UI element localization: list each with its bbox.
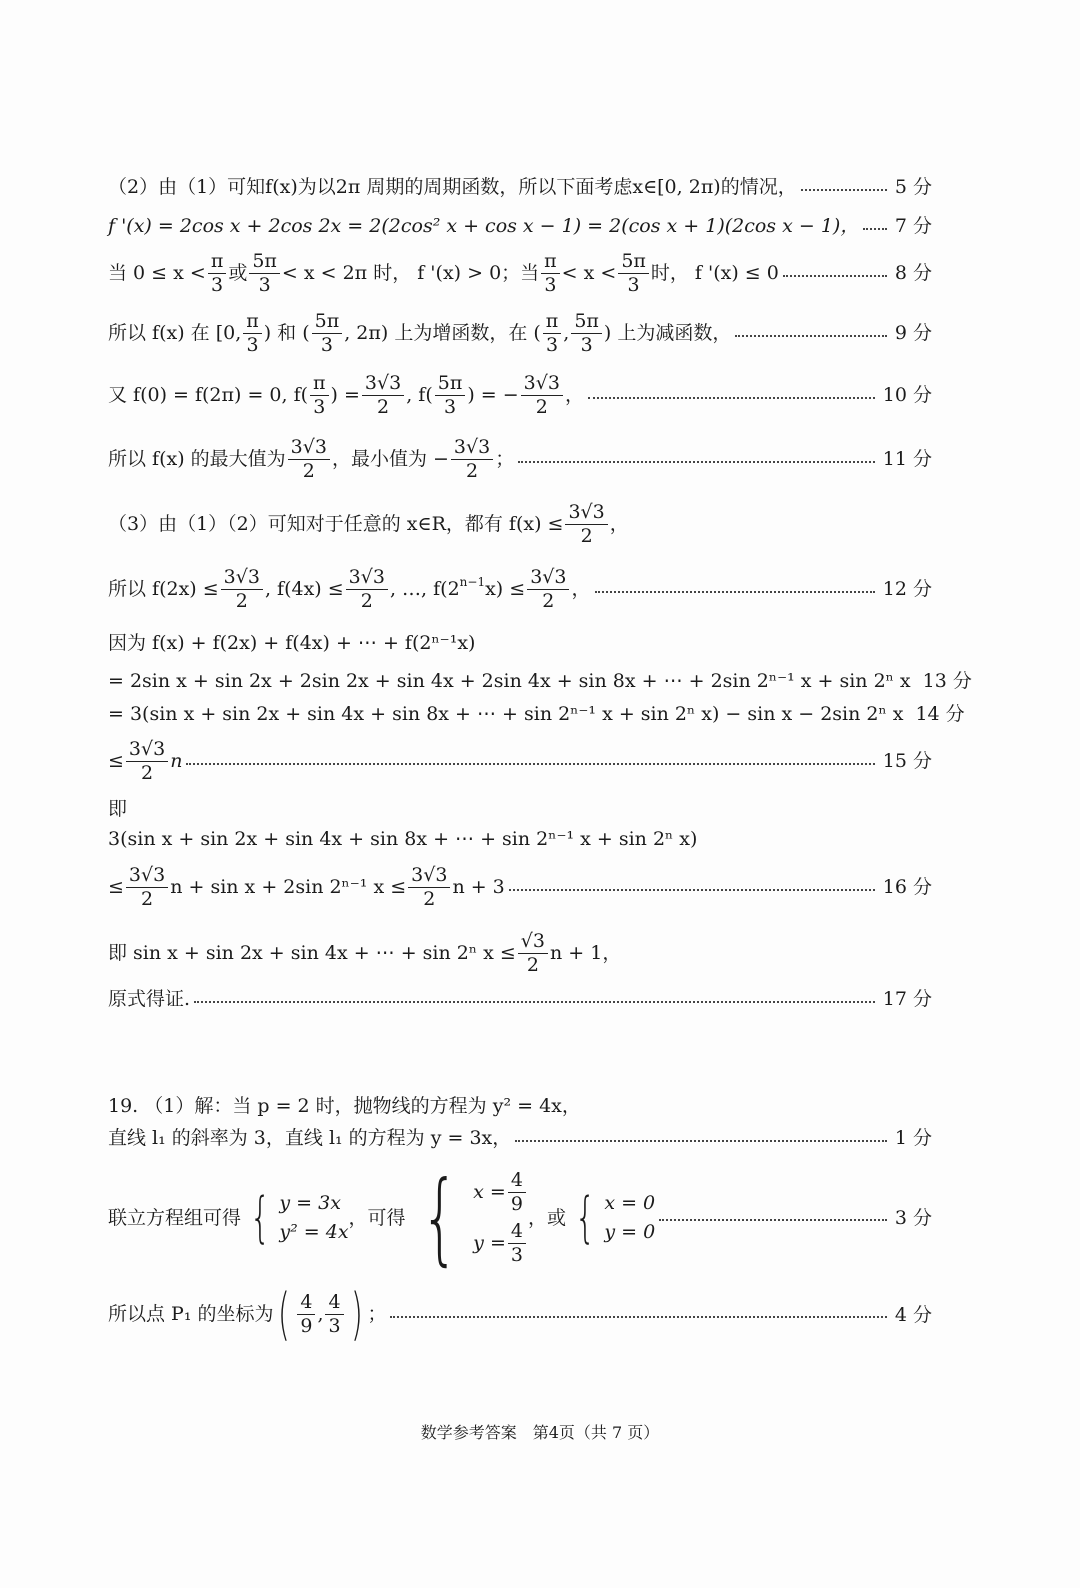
dot-leader (863, 228, 887, 230)
text-segment: ) 上为减函数， (603, 322, 732, 344)
solution-system (604, 1194, 655, 1242)
dot-leader (588, 397, 875, 399)
equation: y = 0 (604, 1221, 656, 1243)
left-paren-icon: ( (278, 1281, 291, 1347)
text-segment: 时， f '(x) ≤ 0 (650, 262, 779, 284)
fraction: $\frac{3√3}{2}$ (362, 374, 404, 417)
page-footer: 数学参考答案 第4页（共 7 页） (420, 1423, 660, 1442)
text-segment: 所以 f(2x) ≤ (108, 578, 219, 600)
text-segment: 所以点 P₁ 的坐标为 (108, 1303, 274, 1326)
score-mark: 7 分 (894, 215, 932, 237)
text-segment: < x < 2π 时， f '(x) > 0；当 (281, 262, 540, 284)
text-segment: ≤ (108, 750, 124, 772)
dot-leader (194, 1001, 875, 1003)
text-segment: , …, f(2 (389, 578, 460, 600)
fraction: $\frac{3√3}{2}$ (451, 438, 493, 481)
text-segment: ，可得 (348, 1206, 406, 1229)
fraction: $\frac{4}{9}$ (508, 1171, 526, 1214)
left-brace-icon: { (574, 1186, 596, 1250)
solution-line-monotonic-intervals (108, 252, 932, 295)
solution-system (473, 1171, 528, 1265)
score-mark: 8 分 (894, 262, 932, 284)
fraction: $\frac{\pi}{3}$ (208, 252, 227, 295)
text-segment: ≤ (108, 876, 124, 898)
text-segment: 又 f(0) = f(2π) = 0, f( (108, 384, 309, 406)
solution-line-conclusion (108, 932, 932, 975)
solution-line-final-bound (108, 866, 932, 909)
score-mark: 15 分 (882, 750, 932, 772)
line-text: 19. （1）解：当 p = 2 时，抛物线的方程为 y² = 4x， (108, 1095, 581, 1117)
text-segment: ； (367, 1303, 387, 1326)
equation: y² = 4x (279, 1221, 349, 1243)
dot-leader (515, 1140, 887, 1142)
text-segment: ； (495, 448, 515, 470)
solution-line-proved (108, 990, 932, 1009)
fraction: $\frac{4}{3}$ (325, 1293, 343, 1336)
dot-leader (186, 763, 874, 765)
fraction: $\frac{3√3}{2}$ (408, 866, 450, 909)
fraction: $\frac{3√3}{2}$ (527, 568, 569, 611)
solution-line-function-values (108, 374, 932, 417)
text-segment: ) = − (467, 384, 519, 406)
fraction: $\frac{4}{3}$ (508, 1222, 526, 1265)
dot-leader (390, 1316, 886, 1318)
solution-line-bounds (108, 568, 932, 611)
equation: x = 0 (604, 1192, 656, 1214)
dot-leader (783, 275, 887, 277)
line-text: = 3(sin x + sin 2x + sin 4x + sin 8x + ⋯ + sin 2ⁿ⁻¹ x + sin 2ⁿ x) − sin x − 2sin 2ⁿ x (108, 703, 904, 725)
score-mark: 4 分 (894, 1303, 932, 1326)
score-mark: 13 分 (922, 670, 972, 692)
text-segment: （3）由（1）（2）可知对于任意的 x∈R，都有 f(x) ≤ (108, 513, 564, 535)
text-segment: 所以 f(x) 在 [0, (108, 322, 242, 344)
fraction: $\frac{\pi}{3}$ (310, 374, 329, 417)
fraction: $\frac{5\pi}{3}$ (435, 374, 466, 417)
fraction: $\frac{5\pi}{3}$ (249, 252, 280, 295)
solution-line-expansion (108, 670, 972, 692)
right-paren-icon: ) (350, 1281, 363, 1347)
text-segment: ，最小值为 − (331, 448, 449, 470)
text-segment: ， (609, 513, 629, 535)
text-segment: , (317, 1303, 324, 1326)
fraction: $\frac{3√3}{2}$ (126, 740, 168, 783)
text-segment: n (170, 750, 183, 772)
solution-line-derivative (108, 217, 932, 236)
problem19-line-point (108, 1281, 932, 1347)
score-mark: 12 分 (882, 578, 932, 600)
dot-leader (595, 591, 875, 593)
exponent: n−1 (459, 574, 486, 589)
problem19-line-parabola (108, 1097, 932, 1116)
solution-line-part3-start (108, 503, 932, 546)
fraction: $\frac{3√3}{2}$ (288, 438, 330, 481)
solution-line-sum (108, 634, 932, 653)
line-text: 3(sin x + sin 2x + sin 4x + sin 8x + ⋯ + sin 2ⁿ⁻¹ x + sin 2ⁿ x) (108, 828, 698, 850)
text-segment: x) ≤ (485, 578, 526, 600)
fraction: $\frac{\pi}{3}$ (543, 312, 562, 355)
dot-leader (735, 335, 887, 337)
text-segment: 联立方程组可得 (108, 1206, 242, 1229)
dot-leader (659, 1219, 887, 1221)
solution-line-namely (108, 800, 932, 819)
score-mark: 16 分 (882, 876, 932, 898)
text-segment: ， (564, 384, 584, 406)
fraction: $\frac{3√3}{2}$ (221, 568, 263, 611)
equation-system (279, 1194, 348, 1242)
solution-line-triple-sum (108, 830, 932, 849)
line-text: 原式得证. (108, 988, 191, 1010)
text-segment: < x < (561, 262, 617, 284)
score-mark: 11 分 (882, 448, 932, 470)
solution-line-increasing-decreasing (108, 312, 932, 355)
score-mark: 10 分 (882, 384, 932, 406)
left-brace-icon: { (249, 1186, 271, 1250)
line-text: 因为 f(x) + f(2x) + f(4x) + ⋯ + f(2ⁿ⁻¹x) (108, 632, 476, 654)
fraction: $\frac{√3}{2}$ (518, 932, 548, 975)
equation: x = $\frac{4}{9}$ (473, 1171, 528, 1214)
dot-leader (801, 189, 887, 191)
equation: y = 3x (279, 1192, 341, 1214)
line-text: 直线 l₁ 的斜率为 3，直线 l₁ 的方程为 y = 3x， (108, 1127, 512, 1149)
text-segment: n + 1， (550, 942, 622, 964)
text-segment: ，或 (527, 1206, 566, 1229)
left-brace-icon: { (420, 1159, 459, 1276)
problem19-line-slope (108, 1129, 932, 1148)
text-segment: ) = (330, 384, 360, 406)
equation: y = $\frac{4}{3}$ (473, 1222, 528, 1265)
fraction: $\frac{\pi}{3}$ (541, 252, 560, 295)
fraction: $\frac{4}{9}$ (297, 1293, 315, 1336)
text-segment: , 2π) 上为增函数，在 ( (344, 322, 541, 344)
text-segment: 当 0 ≤ x < (108, 262, 206, 284)
score-mark: 5 分 (894, 176, 932, 198)
solution-line-regroup (108, 703, 965, 725)
text-segment: , (563, 322, 570, 344)
text-segment: n + sin x + 2sin 2ⁿ⁻¹ x ≤ (170, 876, 407, 898)
solution-line-period (108, 178, 932, 197)
solution-line-max-min (108, 438, 932, 481)
text-segment: 即 sin x + sin 2x + sin 4x + ⋯ + sin 2ⁿ x ≤ (108, 942, 516, 964)
text-segment: n + 3 (452, 876, 505, 898)
text-segment: , f(4x) ≤ (264, 578, 344, 600)
fraction: $\frac{5\pi}{3}$ (618, 252, 649, 295)
problem19-line-system (108, 1159, 932, 1276)
score-mark: 14 分 (915, 703, 965, 725)
fraction: $\frac{3√3}{2}$ (521, 374, 563, 417)
fraction: $\frac{3√3}{2}$ (126, 866, 168, 909)
fraction: $\frac{5\pi}{3}$ (312, 312, 343, 355)
score-mark: 9 分 (894, 322, 932, 344)
fraction: $\frac{3√3}{2}$ (565, 503, 607, 546)
solution-line-inequality (108, 740, 932, 783)
fraction: $\frac{5\pi}{3}$ (571, 312, 602, 355)
fraction: $\frac{3√3}{2}$ (346, 568, 388, 611)
text-segment: ) 和 ( (263, 322, 310, 344)
text-segment: 所以 f(x) 的最大值为 (108, 448, 286, 470)
score-mark: 17 分 (882, 988, 932, 1010)
text-segment: , f( (406, 384, 433, 406)
score-mark: 3 分 (894, 1206, 932, 1229)
fraction: $\frac{\pi}{3}$ (243, 312, 262, 355)
dot-leader (509, 889, 875, 891)
text-segment: ， (571, 578, 591, 600)
text-segment: 或 (228, 262, 248, 284)
line-text: f '(x) = 2cos x + 2cos 2x = 2(2cos² x + cos x − 1) = 2(cos x + 1)(2cos x − 1)， (108, 215, 860, 237)
line-text: 即 (108, 798, 128, 820)
dot-leader (518, 461, 875, 463)
line-text: = 2sin x + sin 2x + 2sin 2x + sin 4x + 2sin 4x + sin 8x + ⋯ + 2sin 2ⁿ⁻¹ x + sin 2ⁿ x (108, 670, 911, 692)
score-mark: 1 分 (894, 1127, 932, 1149)
line-text: （2）由（1）可知f(x)为以2π 周期的周期函数，所以下面考虑x∈[0, 2π)的情况， (108, 176, 797, 198)
